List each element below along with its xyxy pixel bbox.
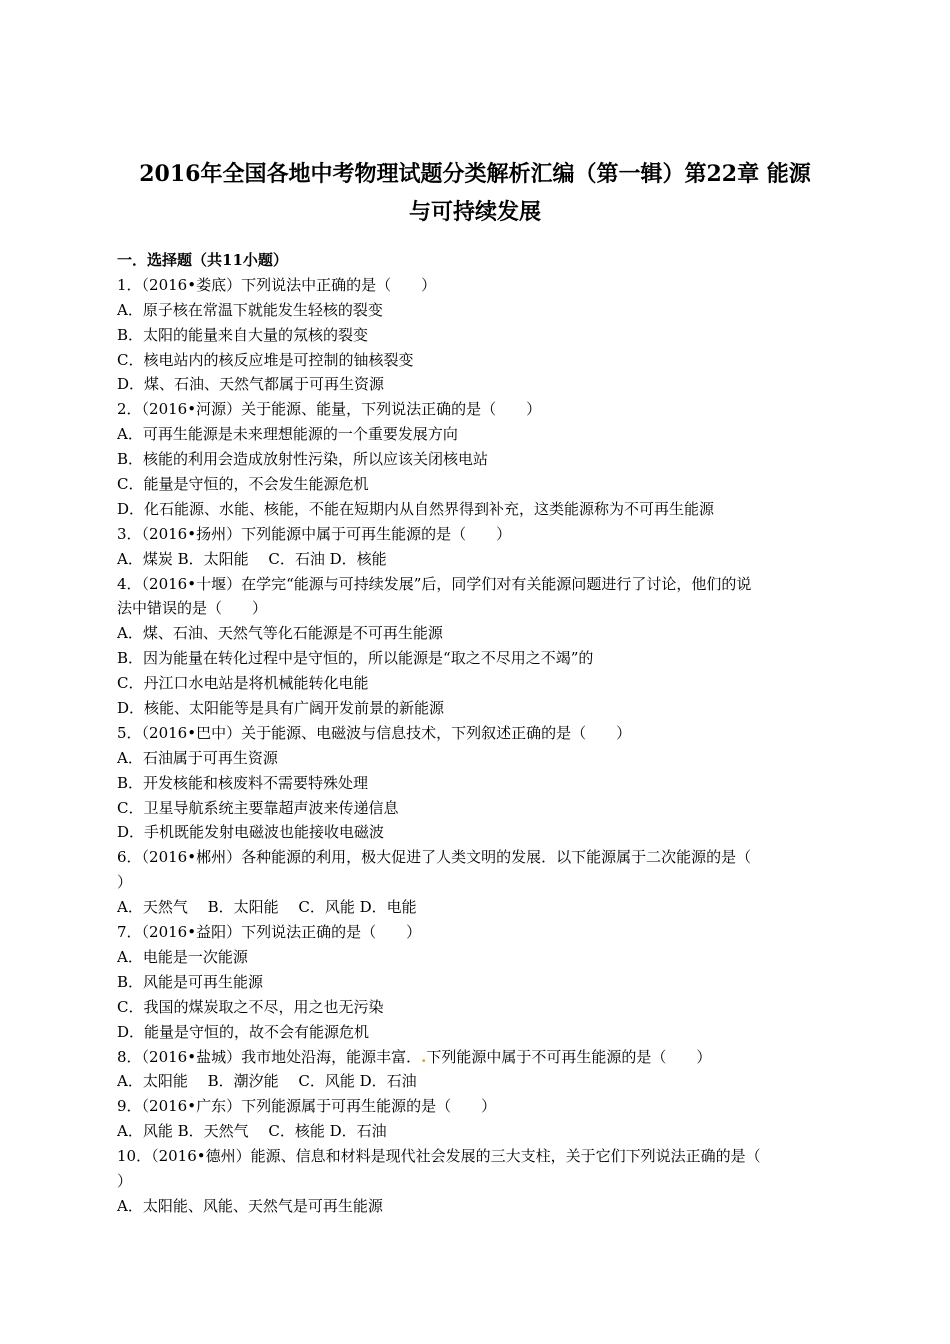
question-3-options: A．煤炭 B．太阳能 C．石油 D．核能	[117, 549, 387, 568]
question-1-option-b: B．太阳的能量来自大量的氖核的裂变	[117, 325, 369, 344]
question-8-stem	[117, 1045, 837, 1070]
question-7-option-b: B．风能是可再生能源	[117, 972, 264, 991]
question-2-option-b: B．核能的利用会造成放射性污染，所以应该关闭核电站	[117, 450, 489, 469]
question-7-option-c: C．我国的煤炭取之不尽，用之也无污染	[117, 997, 384, 1016]
question-1-option-d: D．煤、石油、天然气都属于可再生资源	[117, 375, 385, 394]
question-4-option-c: C．丹江口水电站是将机械能转化电能	[117, 674, 369, 693]
question-4-option-a: A．煤、石油、天然气等化石能源是不可再生能源	[117, 624, 443, 643]
question-6-stem-line-1: 6．（2016•郴州）各种能源的利用，极大促进了人类文明的发展．以下能源属于二次能源的是（	[117, 848, 752, 867]
question-list	[117, 248, 837, 1219]
question-10-stem-line-2: ）	[117, 1171, 133, 1190]
question-7-option-d: D．能量是守恒的，故不会有能源危机	[117, 1022, 370, 1041]
question-4-option-b: B．因为能量在转化过程中是守恒的，所以能源是“取之不尽用之不竭”的	[117, 649, 594, 668]
document-title	[100, 155, 850, 231]
question-9-options: A．风能 B．天然气 C．核能 D．石油	[117, 1122, 387, 1141]
question-5-stem: 5．（2016•巴中）关于能源、电磁波与信息技术，下列叙述正确的是（ ）	[117, 723, 632, 742]
question-7-stem: 7．（2016•益阳）下列说法正确的是（ ）	[117, 923, 422, 942]
question-1-option-c: C．核电站内的核反应堆是可控制的铀核裂变	[117, 350, 414, 369]
question-8-options: A．太阳能 B．潮汐能 C．风能 D．石油	[117, 1072, 417, 1091]
question-2-option-d: D．化石能源、水能、核能，不能在短期内从自然界得到补充，这类能源称为不可再生能源	[117, 499, 715, 518]
question-2-option-a: A．可再生能源是未来理想能源的一个重要发展方向	[117, 425, 458, 444]
question-8-stem-pre: 8．（2016•盐城）我市地处沿海，能源丰富．	[117, 1047, 422, 1066]
question-5-option-c: C．卫星导航系统主要靠超声波来传递信息	[117, 798, 399, 817]
question-4-option-d: D．核能、太阳能等是具有广阔开发前景的新能源	[117, 699, 445, 718]
question-9-stem: 9．（2016•广东）下列能源属于可再生能源的是（ ）	[117, 1097, 497, 1116]
question-5-option-a: A．石油属于可再生资源	[117, 748, 278, 767]
question-6-stem-line-2: ）	[117, 873, 133, 892]
section-heading: 一．选择题（共11小题）	[117, 251, 288, 269]
question-4-stem-line-2: 法中错误的是（ ）	[117, 599, 268, 618]
question-6-options: A．天然气 B．太阳能 C．风能 D．电能	[117, 898, 417, 917]
question-5-option-b: B．开发核能和核废料不需要特殊处理	[117, 773, 369, 792]
question-7-option-a: A．电能是一次能源	[117, 947, 248, 966]
question-3-stem: 3．（2016•扬州）下列能源中属于可再生能源的是（ ）	[117, 524, 512, 543]
question-8-dot-mark: .	[421, 1047, 427, 1066]
question-2-stem: 2．（2016•河源）关于能源、能量，下列说法正确的是（ ）	[117, 400, 542, 419]
question-1-option-a: A．原子核在常温下就能发生轻核的裂变	[117, 300, 383, 319]
title-line-1: 2016年全国各地中考物理试题分类解析汇编（第一辑）第22章 能源	[139, 161, 811, 187]
question-4-stem-line-1: 4．（2016•十堰）在学完“能源与可持续发展”后，同学们对有关能源问题进行了讨论，他们的说	[117, 574, 752, 593]
title-line-2: 与可持续发展	[408, 199, 541, 225]
question-1-stem: 1．（2016•娄底）下列说法中正确的是（ ）	[117, 275, 437, 294]
question-2-option-c: C．能量是守恒的，不会发生能源危机	[117, 475, 369, 494]
question-5-option-d: D．手机既能发射电磁波也能接收电磁波	[117, 823, 385, 842]
question-10-option-a: A．太阳能、风能、天然气是可再生能源	[117, 1196, 383, 1215]
question-10-stem-line-1: 10．（2016•德州）能源、信息和材料是现代社会发展的三大支柱，关于它们下列说法正确的是（	[117, 1147, 761, 1166]
question-8-stem-post: 下列能源中属于不可再生能源的是（ ）	[426, 1047, 712, 1066]
